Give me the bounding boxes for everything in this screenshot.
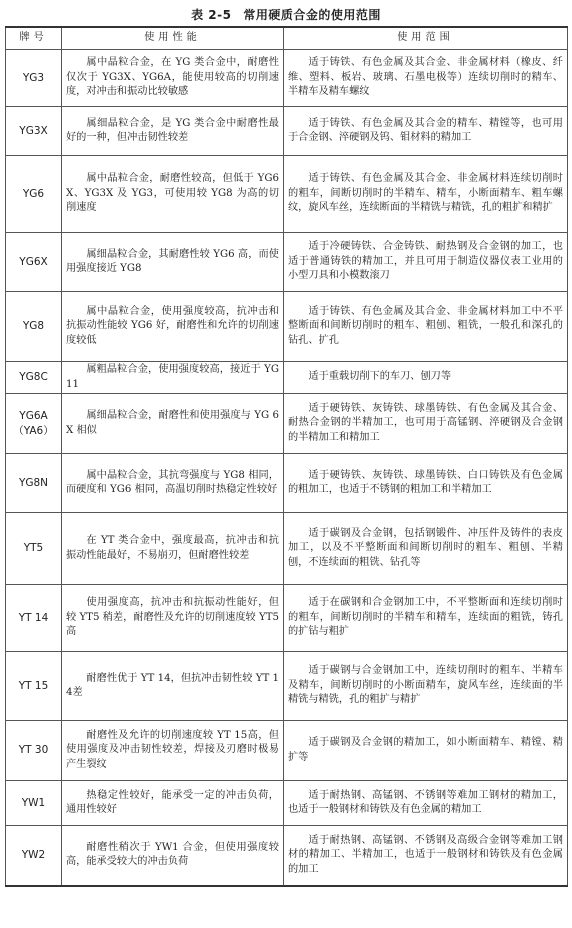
range-cell: 适于铸铁、有色金属及其合金的精车、精镗等，也可用于合金钢、淬硬钢及钨、钼材料的精加工 [284, 107, 568, 156]
grade-cell: YG8 [6, 292, 62, 362]
performance-cell: 热稳定性较好，能承受一定的冲击负荷，通用性较好 [62, 781, 284, 826]
table-row [6, 107, 568, 156]
range-cell: 适于耐热钢、高锰钢、不锈钢及高级合金钢等难加工钢材的精加工、半精加工，也适于一般钢材和铸铁及有色金属的加工 [284, 826, 568, 886]
table-row [6, 721, 568, 781]
grade-cell: YT5 [6, 513, 62, 585]
grade-cell: YG6X [6, 233, 62, 292]
performance-cell: 属中晶粒合金，使用强度较高，抗冲击和抗振动性能较 YG6 好，耐磨性和允许的切削速度较低 [62, 292, 284, 362]
range-cell: 适于铸铁、有色金属及其合金、非金属材料连续切削时的粗车，间断切削时的半精车、精车，小断面精车、粗车螺纹，旋风车丝，连续断面的半精铣与精铣，孔的粗扩和精扩 [284, 156, 568, 233]
grade-cell: YG6A （YA6） [6, 394, 62, 454]
performance-cell: 耐磨性及允许的切削速度较 YT 15高，但使用强度及冲击韧性较差，焊接及刃磨时极易产生裂纹 [62, 721, 284, 781]
table-caption [5, 4, 567, 26]
table-row [6, 233, 568, 292]
range-cell: 适于碳钢及合金钢，包括钢锻件、冲压件及铸件的表皮加工，以及不平整断面和间断切削时的粗车、粗刨、半精刨，不连续面的粗铣、钻孔等 [284, 513, 568, 585]
table-row [6, 652, 568, 721]
grade-cell: YG3X [6, 107, 62, 156]
performance-cell: 属细晶粒合金，其耐磨性较 YG6 高，而使用强度接近 YG8 [62, 233, 284, 292]
performance-cell: 耐磨性稍次于 YW1 合金，但使用强度较高，能承受较大的冲击负荷 [62, 826, 284, 886]
grade-cell: YW2 [6, 826, 62, 886]
header-row [6, 27, 568, 50]
table-row [6, 156, 568, 233]
table-row [6, 50, 568, 107]
performance-cell: 使用强度高，抗冲击和抗振动性能好，但较 YT5 稍差，耐磨性及允许的切削速度较 YT5 高 [62, 585, 284, 652]
table-number: 表 2-5 [191, 8, 232, 22]
range-cell: 适于硬铸铁、灰铸铁、球墨铸铁、有色金属及其合金、耐热合金钢的半精加工，也可用于高锰钢、淬硬钢及合金钢的半精加工和精加工 [284, 394, 568, 454]
table-row [6, 362, 568, 394]
range-cell: 适于耐热钢、高锰钢、不锈钢等难加工钢材的精加工，也适于一般钢材和铸铁及有色金属的精加工 [284, 781, 568, 826]
grade-cell: YG8N [6, 454, 62, 513]
performance-cell: 耐磨性优于 YT 14，但抗冲击韧性较 YT 14差 [62, 652, 284, 721]
table-title: 常用硬质合金的使用范围 [243, 8, 381, 22]
grade-cell: YG8C [6, 362, 62, 394]
table-row [6, 454, 568, 513]
table-row [6, 513, 568, 585]
performance-cell: 属中晶粒合金，其抗弯强度与 YG8 相同，而硬度和 YG6 相同，高温切削时热稳定性较好 [62, 454, 284, 513]
range-cell: 适于重载切削下的车刀、刨刀等 [284, 362, 568, 394]
table-body [6, 50, 568, 886]
performance-cell: 属细晶粒合金，是 YG 类合金中耐磨性最好的一种，但冲击韧性较差 [62, 107, 284, 156]
table-row [6, 781, 568, 826]
range-cell: 适于硬铸铁、灰铸铁、球墨铸铁、白口铸铁及有色金属的粗加工，也适于不锈钢的粗加工和半精加工 [284, 454, 568, 513]
performance-cell: 属粗晶粒合金，使用强度较高，接近于 YG 11 [62, 362, 284, 394]
header-grade: 牌号 [6, 27, 62, 50]
range-cell: 适于碳钢与合金钢加工中，连续切削时的粗车、半精车及精车，间断切削时的小断面精车，旋风车丝，连续面的半精铣与精铣，孔的粗扩与精扩 [284, 652, 568, 721]
table-row [6, 394, 568, 454]
header-performance: 使用性能 [62, 27, 284, 50]
range-cell: 适于碳钢及合金钢的精加工，如小断面精车、精镗、精扩等 [284, 721, 568, 781]
grade-cell: YW1 [6, 781, 62, 826]
range-cell: 适于铸铁、有色金属及其合金、非金属材料加工中不平整断面和间断切削时的粗车、粗刨、粗铣，一般孔和深孔的钻孔、扩孔 [284, 292, 568, 362]
table-row [6, 585, 568, 652]
grade-cell: YT 30 [6, 721, 62, 781]
table-row [6, 826, 568, 886]
header-range: 使用范围 [284, 27, 568, 50]
performance-cell: 属中晶粒合金，耐磨性较高，但低于 YG6X、YG3X 及 YG3，可使用较 YG8 为高的切削速度 [62, 156, 284, 233]
grade-cell: YG6 [6, 156, 62, 233]
alloy-table [5, 26, 568, 887]
performance-cell: 在 YT 类合金中，强度最高，抗冲击和抗振动性能最好，不易崩刃，但耐磨性较差 [62, 513, 284, 585]
grade-cell: YG3 [6, 50, 62, 107]
performance-cell: 属中晶粒合金，在 YG 类合金中，耐磨性仅次于 YG3X、YG6A，能使用较高的切削速度，对冲击和振动比较敏感 [62, 50, 284, 107]
grade-cell: YT 15 [6, 652, 62, 721]
performance-cell: 属细晶粒合金，耐磨性和使用强度与 YG 6X 相似 [62, 394, 284, 454]
table-row [6, 292, 568, 362]
range-cell: 适于在碳钢和合金钢加工中，不平整断面和连续切削时的粗车，间断切削时的半精车和精车，连续面的粗铣，铸孔的扩钻与粗扩 [284, 585, 568, 652]
range-cell: 适于冷硬铸铁、合金铸铁、耐热钢及合金钢的加工，也适于普通铸铁的精加工，并且可用于制造仪器仪表工业用的小型刀具和小模数滚刀 [284, 233, 568, 292]
range-cell: 适于铸铁、有色金属及其合金、非金属材料（橡皮、纤维、塑料、板岩、玻璃、石墨电极等）连续切削时的精车、半精车及精车螺纹 [284, 50, 568, 107]
grade-cell: YT 14 [6, 585, 62, 652]
